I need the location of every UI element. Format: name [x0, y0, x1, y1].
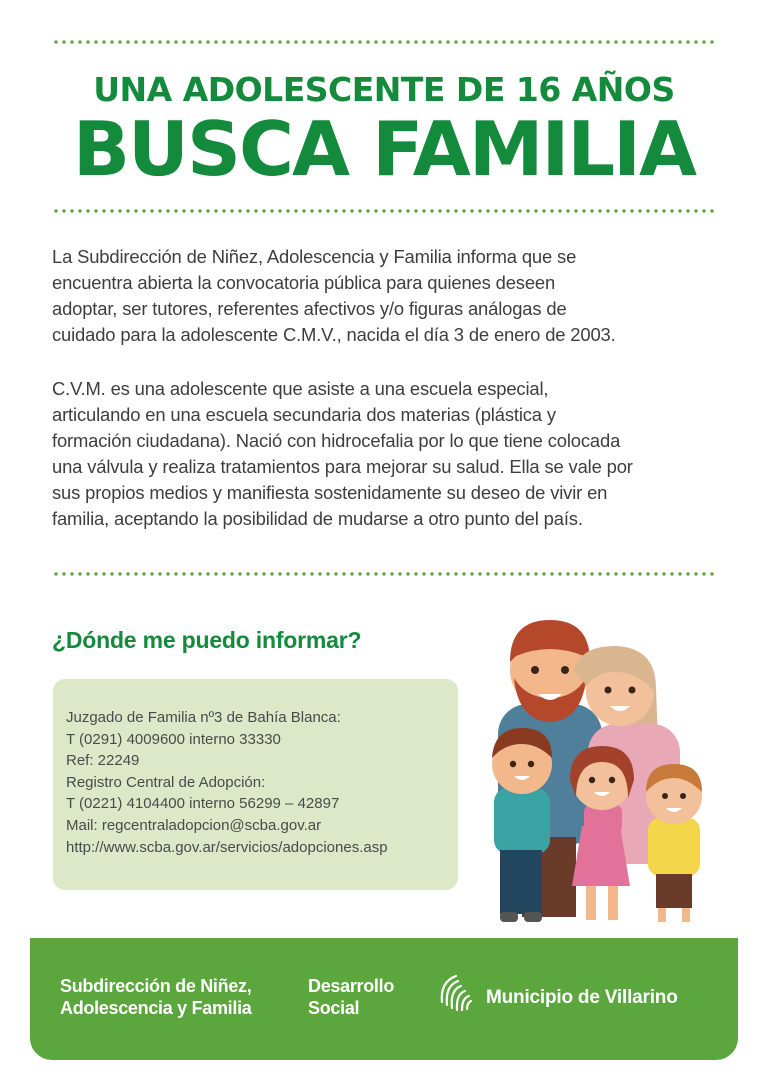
- org-subdireccion: Subdirección de Niñez, Adolescencia y Familia: [60, 976, 252, 1018]
- municipality-name: Municipio de Villarino: [486, 987, 678, 1008]
- headline-divider: [52, 209, 716, 213]
- intro-paragraph: [52, 244, 722, 348]
- family-illustration-icon: [478, 612, 720, 934]
- contact-line: T (0221) 4104400 interno 56299 – 42897: [66, 795, 340, 813]
- headline-title: BUSCA FAMILIA: [72, 105, 696, 193]
- contact-email[interactable]: Mail: regcentraladopcion@scba.gov.ar: [66, 816, 322, 834]
- intro-line: encuentra abierta la convocatoria pública para quienes deseen: [52, 272, 556, 293]
- top-divider: [52, 40, 716, 44]
- contact-url[interactable]: http://www.scba.gov.ar/servicios/adopciones.asp: [66, 838, 388, 856]
- description-line: una válvula y realiza tratamientos para mejorar su salud. Ella se vale por: [52, 456, 633, 477]
- footer-banner: [30, 938, 738, 1060]
- description-line: sus propios medios y manifiesta sostenidamente su deseo de vivir en: [52, 482, 608, 503]
- description-line: C.V.M. es una adolescente que asiste a una escuela especial,: [52, 378, 549, 399]
- info-heading: ¿Dónde me puedo informar?: [52, 627, 362, 653]
- description-line: familia, aceptando la posibilidad de mudarse a otro punto del país.: [52, 508, 583, 529]
- org-desarrollo-social: Desarrollo Social: [308, 976, 395, 1018]
- contact-info-box: [53, 679, 458, 890]
- contact-line: T (0291) 4009600 interno 33330: [66, 730, 281, 748]
- section-divider: [52, 572, 716, 576]
- description-line: formación ciudadana). Nació con hidrocefalia por lo que tiene colocada: [52, 430, 621, 451]
- description-paragraph: [52, 376, 722, 532]
- villarino-fingerprint-logo-icon: [438, 972, 474, 1012]
- intro-line: adoptar, ser tutores, referentes afectivos y/o figuras análogas de: [52, 298, 567, 319]
- contact-line: Registro Central de Adopción:: [66, 773, 266, 791]
- contact-line: Juzgado de Familia nº3 de Bahía Blanca:: [66, 709, 341, 726]
- contact-line: Ref: 22249: [66, 752, 140, 770]
- description-line: articulando en una escuela secundaria dos materias (plástica y: [52, 404, 556, 425]
- intro-line: La Subdirección de Niñez, Adolescencia y Familia informa que se: [52, 246, 577, 267]
- headline-subtitle: UNA ADOLESCENTE DE 16 AÑOS: [93, 70, 675, 109]
- intro-line: cuidado para la adolescente C.M.V., nacida el día 3 de enero de 2003.: [52, 324, 616, 345]
- boy-figure-right: [646, 764, 702, 922]
